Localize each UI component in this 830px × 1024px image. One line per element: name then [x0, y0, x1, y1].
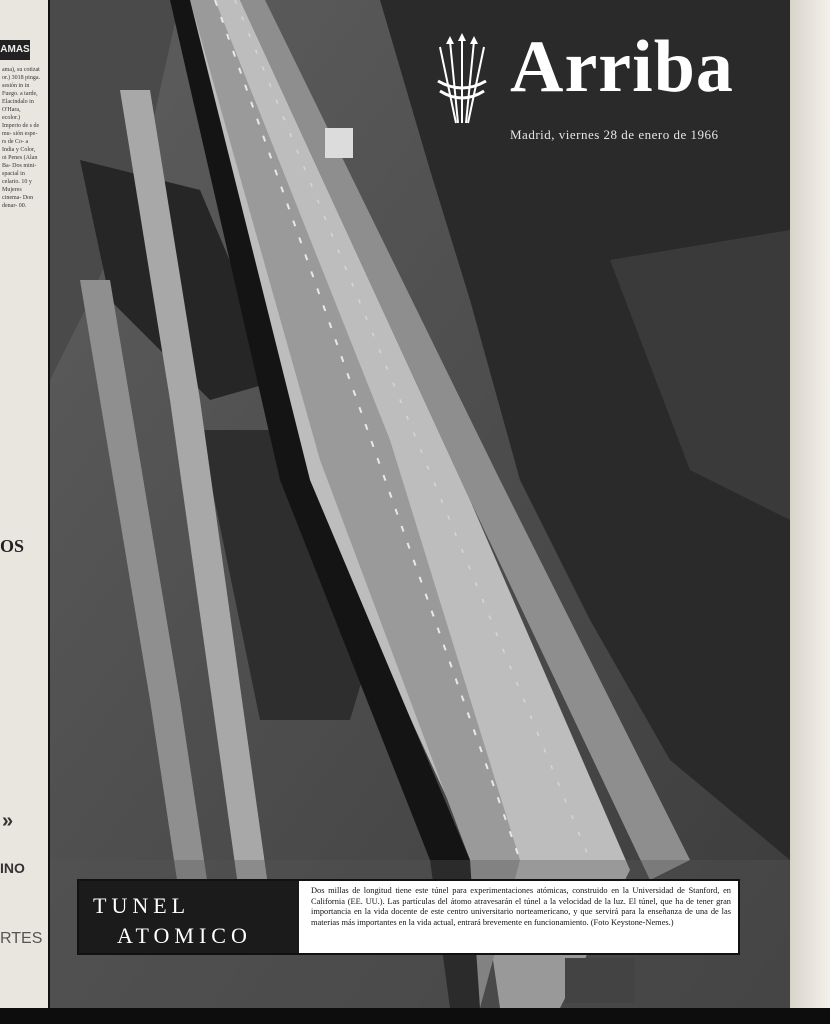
scan-bottom-border: [0, 1008, 830, 1024]
cover-page: [50, 0, 790, 1008]
headline-line-1: TUNEL: [93, 893, 191, 918]
newspaper-title: Arriba: [510, 26, 734, 108]
left-page-fragment: [0, 0, 51, 1010]
page-edge: [790, 0, 830, 1010]
left-page-header: AMAS: [0, 40, 30, 60]
masthead: [460, 25, 790, 145]
headline-line-2: ATOMICO: [117, 923, 252, 948]
left-page-symbol: »: [2, 810, 14, 832]
caption-body-text: Dos millas de longitud tiene este túnel para experimentaciones atómicas, construido en la Universidad de Stanford, en California (EE. UU.). Las partículas del átomo atravesarán el túnel a la velocidad de la luz. El túnel, que ha de tener gran importancia en la vida docente de este centro universitario norteamericano, y que servirá para la enseñanza de una de las materias más importantes en la vida actual, entrará brevemente en funcionamiento. (Foto Keystone-Nemes.): [311, 886, 731, 927]
left-page-column-text: ama), su cotizat or.) 3018 pinga. sesión in in Fuego. a tarde, Elacindalo in O'Hara, ecolor.) Imperio de s de mu- sión espe- rs de Co- a India y Color, oi Penes (Alan Ba- Dos mini- spacial in celario. 10 y Mujeres cinema- Don denar- 00.: [2, 67, 40, 209]
left-page-word-1: INO: [0, 860, 25, 876]
issue-date: Madrid, viernes 28 de enero de 1966: [510, 127, 719, 142]
left-page-word-2: RTES: [0, 930, 43, 947]
caption-headline: [79, 881, 301, 953]
aerial-photograph: [50, 0, 790, 1008]
photo-caption-box: [77, 879, 740, 955]
yoke-and-arrows-emblem: [432, 33, 492, 133]
left-page-big-word: OS: [0, 536, 25, 556]
small-building: [325, 128, 353, 158]
